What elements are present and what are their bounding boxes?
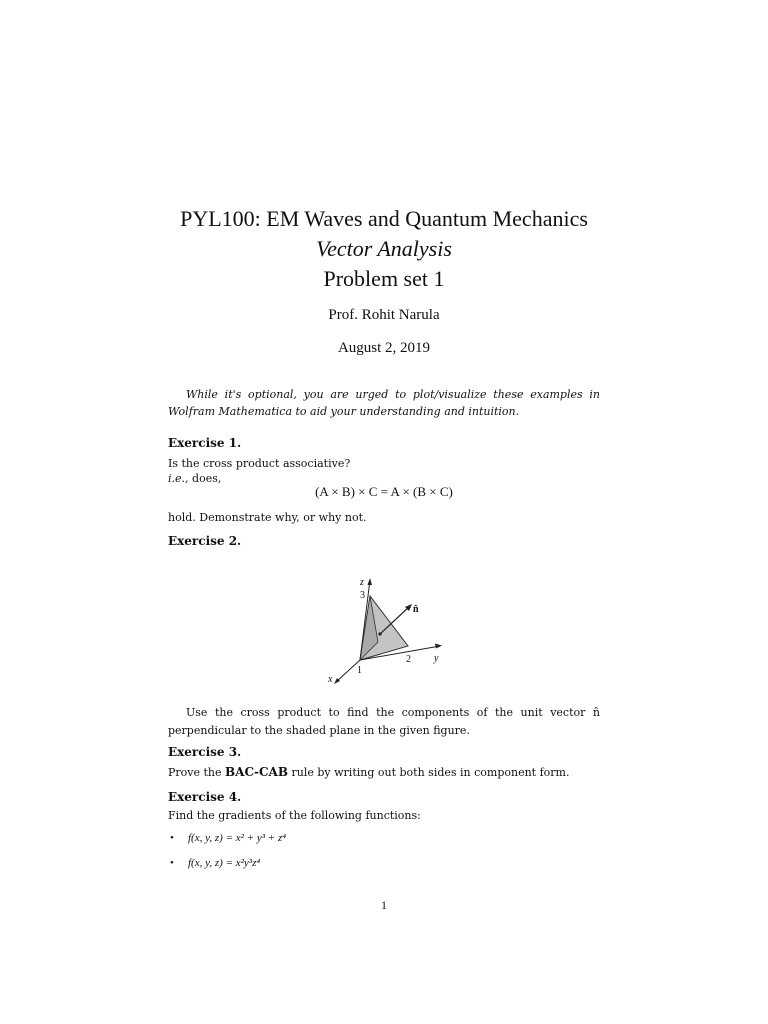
list-item (170, 832, 287, 844)
exercise-3-text (168, 764, 600, 781)
point-3-label: 3 (360, 590, 365, 601)
exercise-2-heading: Exercise 2. (168, 534, 242, 548)
bullet-icon: • (170, 832, 174, 844)
date: August 2, 2019 (337, 340, 431, 356)
x-label: x (328, 674, 333, 685)
exercise-2-text: Use the cross product to find the components of the unit vector n̂ perpendicular to the shaded plane in the given figure. (168, 706, 600, 737)
bac-cab-term: BAC-CAB (225, 765, 289, 779)
ie-abbrev: i.e., (168, 472, 189, 485)
ie-rest: does, (188, 472, 222, 485)
exercise-4-text: Find the gradients of the following functions: (168, 809, 421, 822)
bullet-icon: • (170, 857, 174, 869)
exercise-4-heading: Exercise 4. (168, 790, 242, 804)
point-2-label: 2 (406, 654, 411, 665)
exercise-3-heading: Exercise 3. (168, 745, 242, 759)
exercise-2-figure (322, 570, 450, 690)
author: Prof. Rohit Narula (328, 307, 440, 323)
exercise-1-question: Is the cross product associative? (168, 457, 351, 470)
ex3-text-before: Prove the (168, 766, 226, 779)
list-item (170, 857, 261, 869)
z-label: z (360, 577, 364, 588)
ex3-text-after: rule by writing out both sides in component form. (288, 766, 570, 779)
y-label: y (434, 653, 439, 664)
n-hat-label: n̂ (413, 604, 419, 615)
problem-set-label: Problem set 1 (323, 266, 445, 291)
point-1-label: 1 (357, 665, 362, 676)
y-axis-arrow (435, 644, 442, 649)
normal-vector-origin (378, 632, 381, 635)
exercise-1-heading: Exercise 1. (168, 436, 242, 450)
document-title: PYL100: EM Waves and Quantum Mechanics (180, 206, 588, 231)
z-axis-arrow (368, 578, 373, 585)
function-1: f(x, y, z) = x² + y³ + z⁴ (188, 832, 287, 844)
page-number: 1 (381, 898, 387, 912)
exercise-1-followup: hold. Demonstrate why, or why not. (168, 511, 367, 524)
intro-paragraph: While it's optional, you are urged to plot/visualize these examples in Wolfram Mathematica to aid your understanding and intuition. (168, 388, 600, 418)
document-subtitle: Vector Analysis (316, 236, 452, 261)
function-2: f(x, y, z) = x²y³z⁴ (188, 857, 261, 869)
exercise-1-equation: (A × B) × C = A × (B × C) (315, 484, 453, 499)
